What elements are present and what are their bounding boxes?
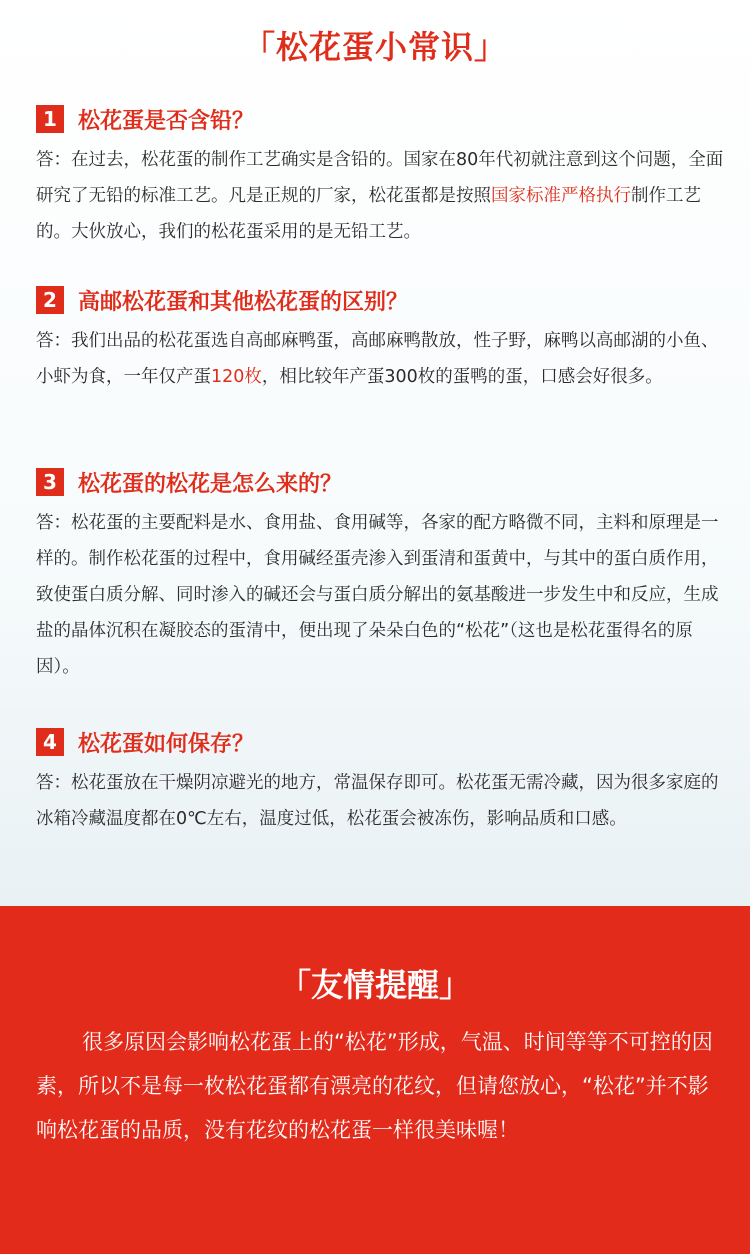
faq-item [36, 727, 726, 837]
answer-text-part: 答：松花蛋的主要配料是水、食用盐、食用碱等，各家的配方略微不同，主料和原理是一样的。制作松花蛋的过程中，食用碱经蛋壳渗入到蛋清和蛋黄中，与其中的蛋白质作用，致使蛋白质分解、同时渗入的碱还会与蛋白质分解出的氨基酸进一步发生中和反应，生成盐的晶体沉积在凝胶态的蛋清中，便出现了朵朵白色的“松花”（这也是松花蛋得名的原因）。 [36, 513, 719, 677]
reminder-banner [0, 906, 750, 1254]
answer-text [36, 142, 726, 250]
question-header [36, 104, 726, 134]
answer-text [36, 505, 726, 685]
faq-item [36, 285, 726, 395]
question-number-badge: 1 [36, 105, 64, 133]
faq-item [36, 467, 726, 685]
answer-highlight: 国家标准严格执行 [491, 186, 631, 206]
question-header [36, 285, 726, 315]
reminder-body: 很多原因会影响松花蛋上的“松花”形成，气温、时间等等不可控的因素，所以不是每一枚松花蛋都有漂亮的花纹，但请您放心，“松花”并不影响松花蛋的品质，没有花纹的松花蛋一样很美味喔！ [36, 1030, 713, 1142]
question-title: 松花蛋如何保存？ [78, 731, 255, 757]
question-title: 松花蛋的松花是怎么来的？ [78, 471, 343, 497]
answer-text-part: 制作工艺的。大伙放心，我们的松花蛋采用的是无铅工艺。 [36, 186, 701, 242]
question-title: 高邮松花蛋和其他松花蛋的区别？ [78, 289, 409, 315]
faq-item [36, 104, 726, 250]
answer-text [36, 765, 726, 837]
answer-text-part: ，相比较年产蛋300枚的蛋鸭的蛋，口感会好很多。 [261, 367, 663, 387]
question-number-badge: 2 [36, 286, 64, 314]
question-header [36, 467, 726, 497]
answer-text-part: 答：松花蛋放在干燥阴凉避光的地方，常温保存即可。松花蛋无需冷藏，因为很多家庭的冰箱冷藏温度都在0℃左右，温度过低，松花蛋会被冻伤，影响品质和口感。 [36, 773, 719, 829]
question-header [36, 727, 726, 757]
answer-highlight: 120枚 [211, 367, 262, 387]
question-number-badge: 4 [36, 728, 64, 756]
page-title: 「松花蛋小常识」 [242, 28, 507, 66]
question-number-badge: 3 [36, 468, 64, 496]
reminder-title: 「友情提醒」 [278, 966, 471, 1004]
question-title: 松花蛋是否含铅？ [78, 108, 255, 134]
answer-text-part: 答：在过去，松花蛋的制作工艺确实是含铅的。国家在80年代初就注意到这个问题，全面研究了无铅的标准工艺。凡是正规的厂家，松花蛋都是按照 [36, 150, 724, 206]
answer-text [36, 323, 726, 395]
answer-text-part: 答：我们出品的松花蛋选自高邮麻鸭蛋，高邮麻鸭散放，性子野，麻鸭以高邮湖的小鱼、小虾为食，一年仅产蛋 [36, 331, 719, 387]
